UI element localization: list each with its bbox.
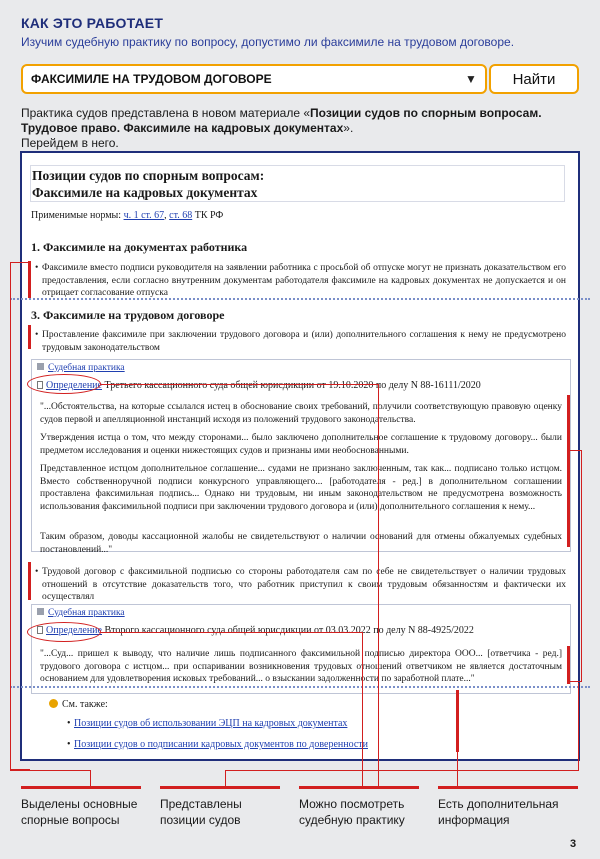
case-1-quote-4: Таким образом, доводы кассационной жалобы не свидетельствуют о наличии оснований для отмены обжалуемых судебных постановлений..." [40, 532, 562, 555]
search-field[interactable] [21, 64, 487, 94]
caption-disputed-issues: Выделены основные спорные вопросы [21, 797, 138, 827]
highlight-oval-case-1 [27, 374, 101, 394]
caption-court-practice: Можно посмотреть судебную практику [299, 797, 405, 827]
norm-link-2[interactable]: ст. 68 [169, 210, 193, 221]
page-title: КАК ЭТО РАБОТАЕТ [21, 15, 164, 31]
caption-court-positions: Представлены позиции судов [160, 797, 242, 827]
caption-bar-4 [438, 786, 578, 789]
search-input[interactable]: ФАКСИМИЛЕ НА ТРУДОВОМ ДОГОВОРЕ [31, 72, 272, 86]
section-3-bullet-2: • Трудовой договор с факсимильной подписью со стороны работодателя сам по себе не свидетельствует о наличии трудовых отношений в отсутствие доказательств того, что работник приступил к своим трудовым обязанностям и фактически их осуществлял [36, 566, 566, 604]
callout-line-issues-drop [90, 770, 91, 786]
caption-bar-3 [299, 786, 419, 789]
section-3-bullet: • Проставление факсимиле при заключении трудового договора и (или) дополнительного соглашения к нему не предусмотрено трудовым законодательством [36, 329, 566, 354]
cut-line-2 [10, 686, 590, 688]
applicable-norms [31, 210, 223, 221]
see-also-label [49, 699, 108, 710]
highlight-oval-case-2 [27, 622, 101, 642]
callout-bracket-quotes [570, 450, 582, 682]
page-number: 3 [570, 838, 577, 850]
callout-line-positions-drop [225, 770, 226, 786]
doc-title-line2: Факсимиле на кадровых документах [32, 185, 258, 200]
case-2-quote: "...Суд... пришел к выводу, что наличие лишь подписанного факсимильной подписью директора ООО... [ответчика - ред.] трудового договора с истцом... при оспаривании возникновения трудовых отношений ответчиком не является достаточным основанием для удовлетворения исковых требований... о взыскании задолженности по заработной плате..." [40, 649, 562, 684]
callout-line-practice [378, 384, 379, 786]
case-1-citation [37, 380, 481, 391]
intro-part1: Практика судов представлена в новом материале « [21, 106, 311, 120]
callout-line-practice-top [101, 384, 378, 385]
case-1-text: Третьего кассационного суда общей юрисдикции от 19.10.2020 по делу N 88-16111/2020 [101, 380, 481, 391]
section-1-heading: 1. Факсимиле на документах работника [31, 240, 248, 254]
callout-line-practice-mid [101, 632, 362, 633]
highlight-bar-see-also [456, 690, 459, 752]
document-preview [20, 151, 580, 761]
chevron-down-icon[interactable]: ▼ [465, 72, 477, 86]
callout-line-issues [10, 262, 30, 770]
case-1-quote-2: Утверждения истца о том, что между сторонами... было заключено дополнительное соглашение к трудовому договору... были предметом исследования и оценки нижестоящих судов и признаны ими необоснованными. [40, 433, 562, 456]
case-1-quote-3: Представленное истцом дополнительное соглашение... судами не признано заключенным, так как... подписано только истцом. Вместо собственноручной подписи конкурсного управляющего... [работодателя - ред.] в дополнительном соглашении проставлена факсимильная подпись... Однако ни трудовым, ни иным законодательством не предусмотрена возможность использования факсимильной подписи при заключении трудового договора и (или) дополнительного соглашения к нему... [40, 464, 562, 512]
see-also-link-1[interactable]: Позиции судов об использовании ЭЦП на кадровых документах [74, 718, 348, 729]
doc-title-line1: Позиции судов по спорным вопросам: [32, 168, 265, 183]
intro-line3: Перейдем в него. [21, 136, 119, 150]
info-icon [49, 699, 58, 708]
intro-text [21, 106, 581, 151]
court-practice-link-1[interactable] [37, 363, 125, 373]
intro-part2: ». [343, 121, 354, 135]
practice-label-1: Судебная практика [48, 363, 125, 373]
callout-line-issues-bottom [10, 770, 90, 771]
practice-box-1 [31, 359, 571, 555]
see-also-item-2[interactable] [74, 739, 368, 750]
case-1-quote-1: "...Обстоятельства, на которые ссылался истец в обоснование своих требований, получили соответствующую правовую оценку судов первой и апелляционной инстанций исходя из положений трудового законодательства. [40, 402, 562, 425]
page-subtitle: Изучим судебную практику по вопросу, допустимо ли факсимиле на трудовом договоре. [21, 35, 515, 49]
callout-line-positions-up [578, 683, 579, 771]
case-2-link[interactable]: Определение [46, 625, 102, 636]
callout-line-positions [225, 770, 578, 771]
find-button[interactable]: Найти [489, 64, 579, 94]
caption-additional-info: Есть дополнительная информация [438, 797, 559, 827]
callout-line-info [457, 752, 458, 786]
practice-label-2: Судебная практика [48, 608, 125, 618]
intro-material-title: Позиции судов по спорным вопросам. Трудовое право. Факсимиле на кадровых документах [21, 106, 542, 135]
caption-bar-1 [21, 786, 141, 789]
see-also-item-1[interactable] [74, 718, 347, 729]
collapse-icon [37, 608, 44, 615]
collapse-icon [37, 363, 44, 370]
norms-suffix: ТК РФ [192, 210, 224, 221]
section-3-heading: 3. Факсимиле на трудовом договоре [31, 308, 225, 322]
norms-sep: , [164, 210, 170, 221]
cut-line-1 [10, 298, 590, 300]
callout-line-practice-mid-drop [362, 632, 363, 786]
practice-box-2 [31, 604, 571, 694]
court-practice-link-2[interactable] [37, 608, 125, 618]
see-also-text: См. также: [62, 699, 108, 710]
norm-link-1[interactable]: ч. 1 ст. 67 [123, 210, 165, 221]
caption-bar-2 [160, 786, 280, 789]
norms-prefix: Применимые нормы: [31, 210, 124, 221]
case-2-citation [37, 625, 474, 636]
case-2-text: Второго кассационного суда общей юрисдикции от 03.03.2022 по делу N 88-4925/2022 [101, 625, 474, 636]
case-1-link[interactable]: Определение [46, 380, 102, 391]
see-also-link-2[interactable]: Позиции судов о подписании кадровых документов по доверенности [74, 739, 368, 750]
document-title [30, 165, 565, 202]
section-1-bullet: • Факсимиле вместо подписи руководителя на заявлении работника с просьбой об отпуске могут не признать доказательством его предоставления, если согласно внутренним документам работодателя факсимиле на кадровых документах не допускается и он отрицает согласование отпуска [36, 262, 566, 300]
